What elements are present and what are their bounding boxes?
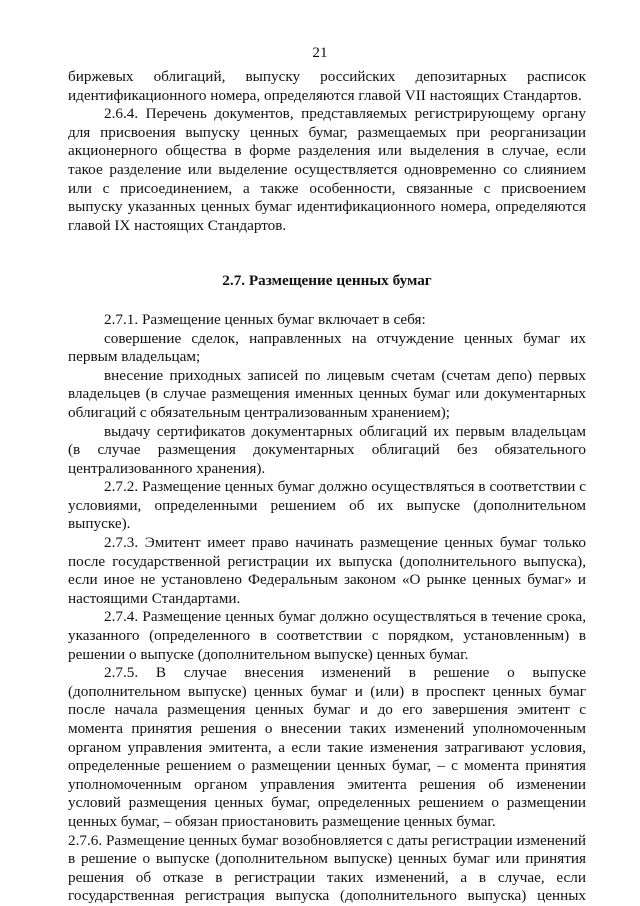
paragraphs-before-heading <box>68 68 586 235</box>
paragraph: 2.7.3. Эмитент имеет право начинать размещение ценных бумаг только после государственной регистрации их выпуска (дополнительного выпуска), если иное не установлено Федеральным законом «О рынке ценных бумаг» и настоящими Стандартами. <box>68 534 586 607</box>
paragraph: внесение приходных записей по лицевым счетам (счетам депо) первых владельцев (в случае размещения именных ценных бумаг или документарных облигаций с обязательным централизованным хранением); <box>68 366 586 421</box>
section-heading: 2.7. Размещение ценных бумаг <box>222 272 432 290</box>
paragraphs-after-heading <box>68 311 586 906</box>
paragraph: выдачу сертификатов документарных облигаций их первым владельцам (в случае размещения документарных облигаций без обязательного централизованного хранения). <box>68 422 586 477</box>
paragraph: совершение сделок, направленных на отчуждение ценных бумаг их первым владельцам; <box>68 329 586 366</box>
paragraph: 2.7.2. Размещение ценных бумаг должно осуществляться в соответствии с условиями, определенными решением об их выпуске (дополнительном выпуске). <box>68 478 586 533</box>
paragraph: 2.7.1. Размещение ценных бумаг включает в себя: <box>104 310 426 328</box>
page-number: 21 <box>312 44 328 61</box>
paragraph: 2.6.4. Перечень документов, представляемых регистрирующему органу для присвоения выпуску ценных бумаг, размещаемых при реорганизации акционерного общества в форме разделения или выделения в случае, если такое разделение или выделение осуществляется одновременно со слиянием или с присоединением, а также особенности, связанные с присвоением выпуску указанных ценных бумаг идентификационного номера, определяются главой IX настоящих Стандартов. <box>68 105 586 234</box>
paragraph: 2.7.6. Размещение ценных бумаг возобновляется с даты регистрации изменений в решение о выпуске (дополнительном выпуске) ценных бумаг или принятия решения об отказе в регистрации таких изменений, а в случае, если государственная регистрация выпуска (дополнительного выпуска) ценных <box>68 831 586 905</box>
page-body <box>68 68 586 906</box>
paragraph: 2.7.4. Размещение ценных бумаг должно осуществляться в течение срока, указанного (определенного в соответствии с порядком, установленным) в решении о выпуске (дополнительном выпуске) ценных бумаг. <box>68 608 586 663</box>
paragraph: 2.7.5. В случае внесения изменений в решение о выпуске (дополнительном выпуске) ценных бумаг и (или) в проспект ценных бумаг после начала размещения ценных бумаг и до его завершения эмитент с момента принятия решения о внесении таких изменений уполномоченным органом управления эмитента, а если такие изменения затрагивают условия, определенные решением о размещении ценных бумаг, – с момента принятия уполномоченным органом управления эмитента решения об изменении условий размещения ценных бумаг, определенных решением о размещении ценных бумаг, – обязан приостановить размещение ценных бумаг. <box>68 664 586 830</box>
paragraph: биржевых облигаций, выпуску российских депозитарных расписок идентификационного номера, определяются главой VII настоящих Стандартов. <box>68 68 586 104</box>
